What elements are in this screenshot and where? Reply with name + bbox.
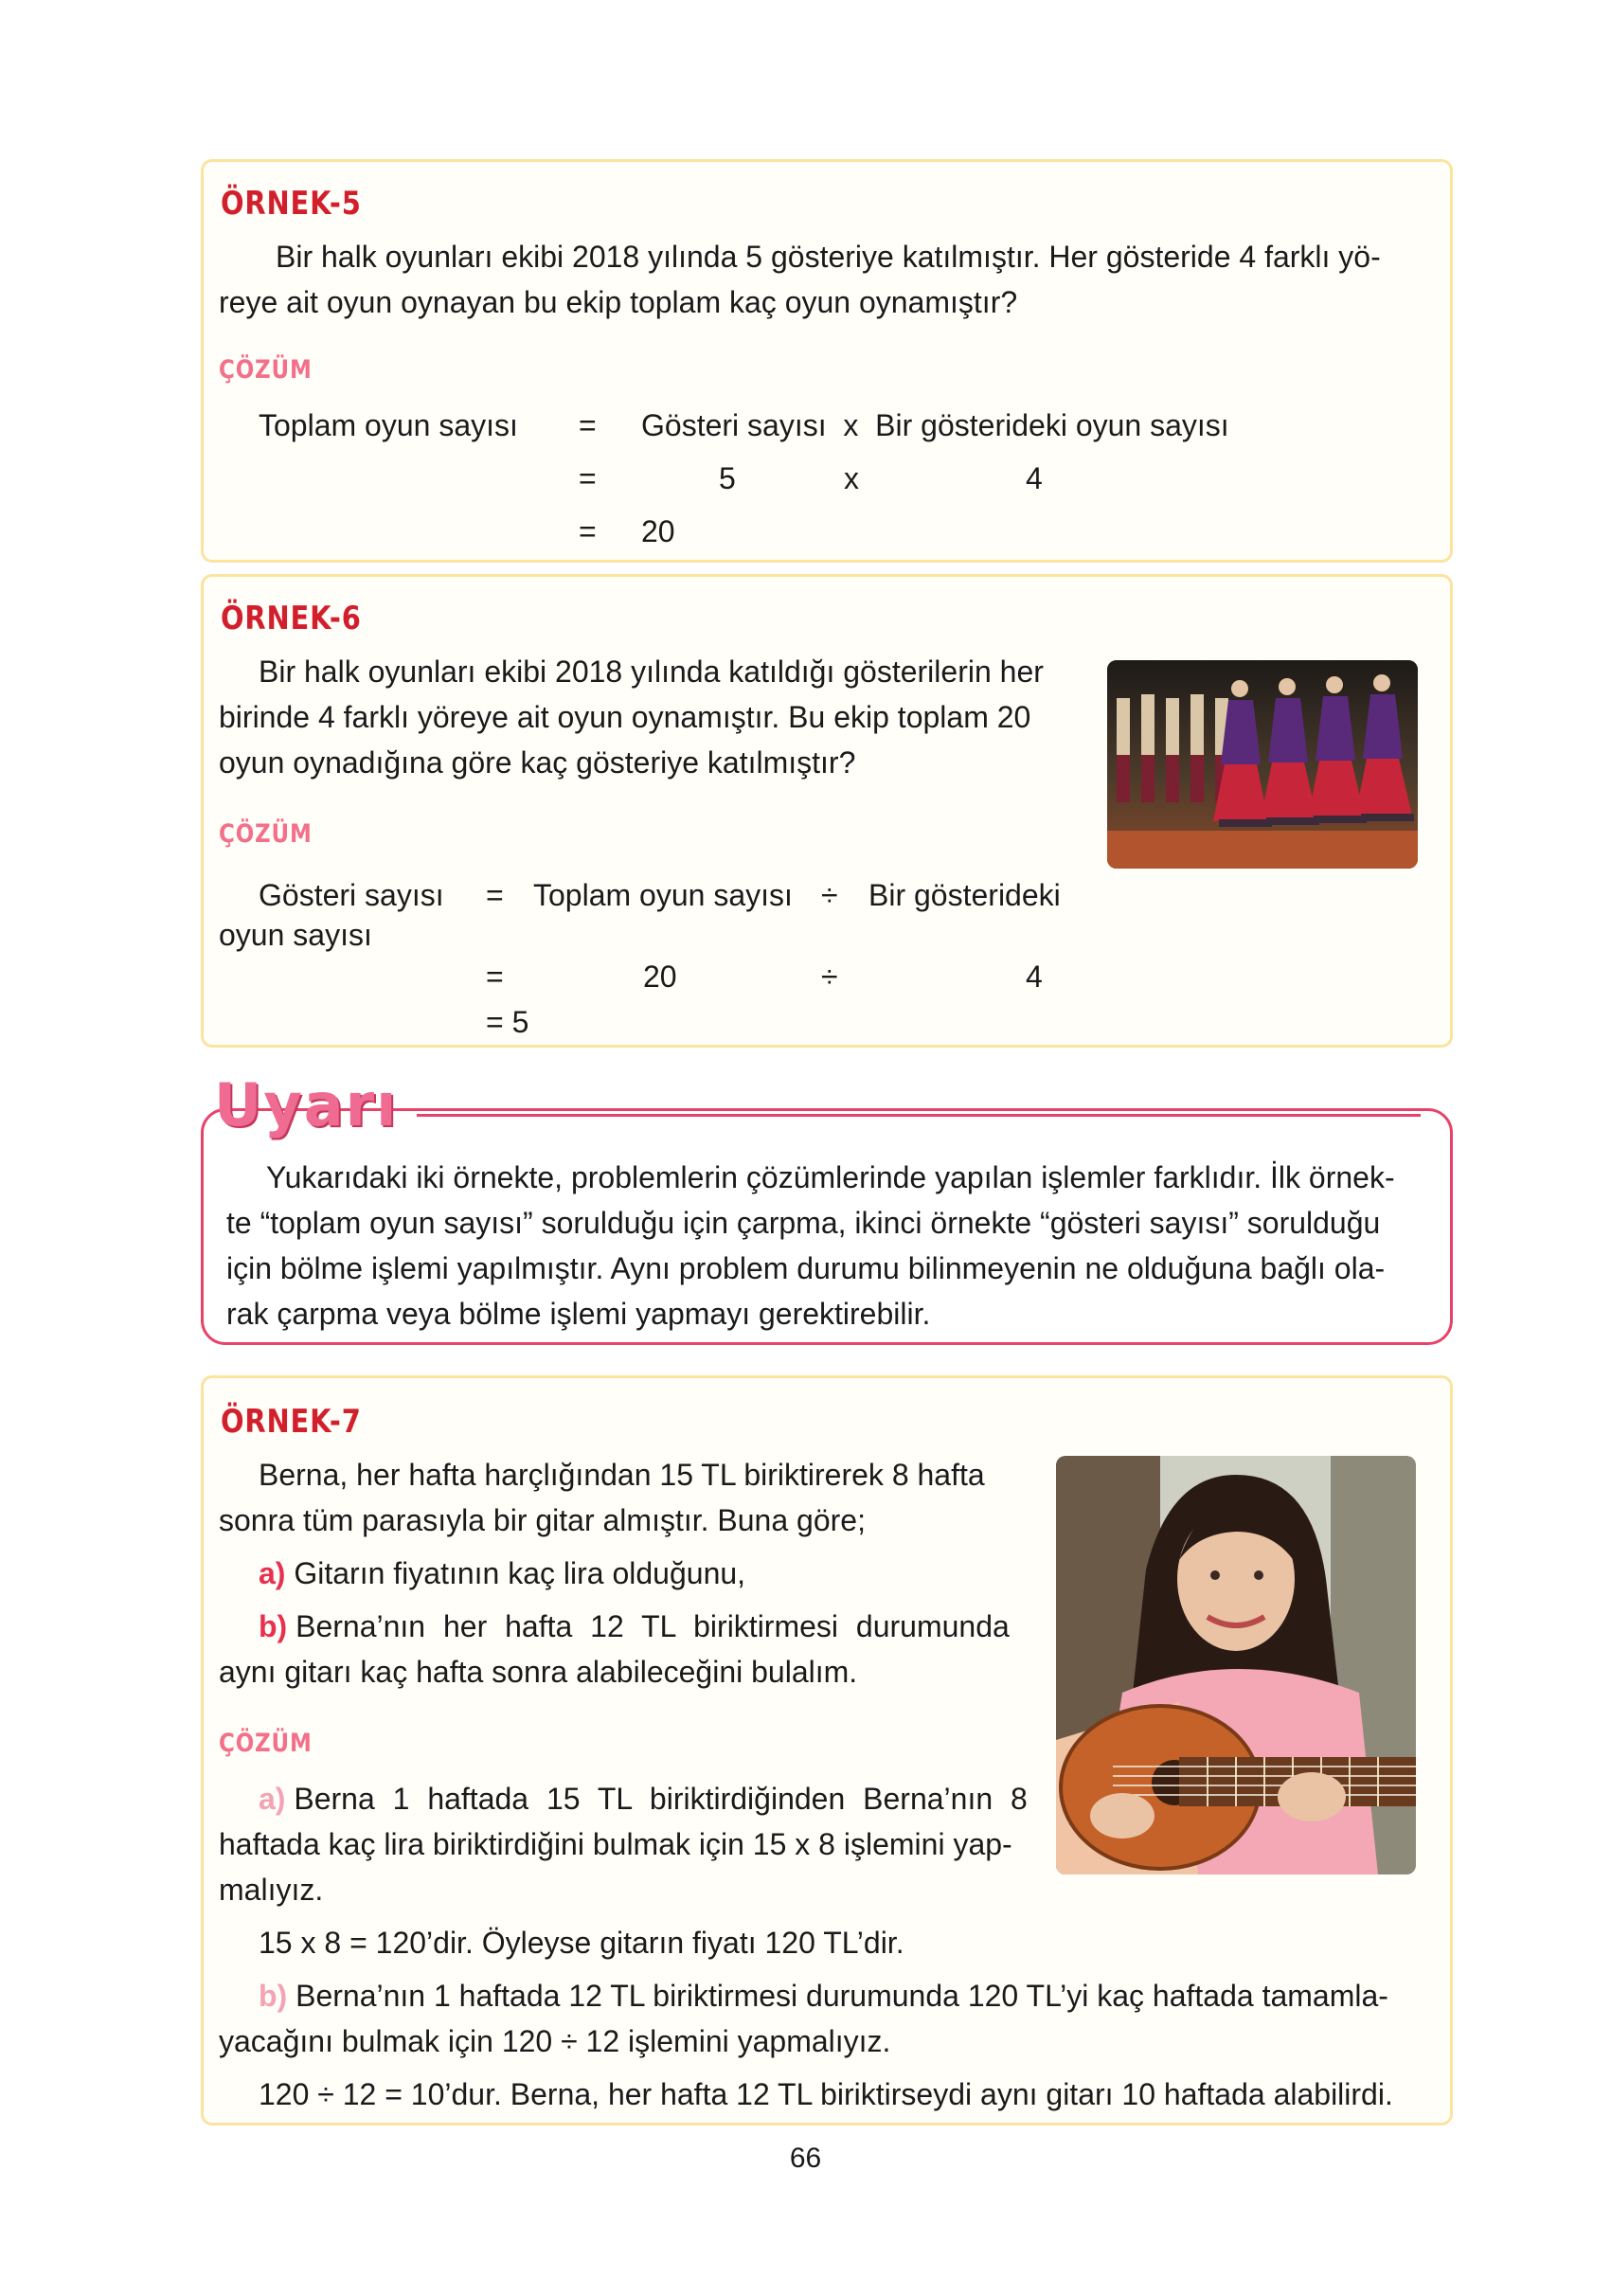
example-7-solution-a-text-2: haftada kaç lira biriktirdiğini bulmak için 15 x 8 işlemini yap- [219, 1827, 1012, 1861]
example-6-eq-rhs-1: Toplam oyun sayısı [533, 878, 793, 912]
example-7-item-b-text: Berna’nın her hafta 12 TL biriktirmesi durumunda [295, 1609, 1010, 1643]
example-5-text-line-2: reye ait oyun oynayan bu ekip toplam kaç oyun oynamıştır? [219, 285, 1018, 319]
example-5-eq-equals-1: = [579, 408, 597, 442]
example-6-eq-four: 4 [1026, 960, 1043, 994]
page-number: 66 [789, 2143, 822, 2174]
example-5-text-line-1: Bir halk oyunları ekibi 2018 yılında 5 gösteriye katılmıştır. Her gösteride 4 farklı yö- [276, 240, 1381, 274]
warning-title-rule [417, 1114, 1421, 1117]
example-5-eq-result: 20 [641, 514, 675, 548]
example-6-solution-label: ÇÖZÜM [219, 819, 313, 849]
example-6-box [201, 574, 1453, 1048]
example-6-text-line-1: Bir halk oyunları ekibi 2018 yılında katıldığı gösterilerin her [259, 655, 1044, 689]
example-7-solution-a [259, 1780, 1028, 1818]
folk-dancers-illustration [1107, 660, 1418, 869]
example-7-item-a [259, 1554, 745, 1592]
warning-box [201, 1108, 1453, 1345]
example-7-item-b-text-2: aynı gitarı kaç hafta sonra alabileceğini bulalım. [219, 1655, 858, 1689]
example-7-title: ÖRNEK-7 [221, 1403, 362, 1441]
example-7-solution-b [259, 1977, 1388, 2015]
example-7-box [201, 1375, 1453, 2126]
example-7-solution-b-text: Berna’nın 1 haftada 12 TL biriktirmesi durumunda 120 TL’yi kaç haftada tamamla- [295, 1979, 1388, 2013]
example-5-eq-lhs: Toplam oyun sayısı [259, 408, 518, 442]
example-5-title: ÖRNEK-5 [221, 185, 362, 223]
example-6-eq-lhs-2: oyun sayısı [219, 918, 372, 952]
example-6-eq-equals-2: = [486, 960, 504, 994]
example-6-eq-equals-1: = [486, 878, 504, 912]
example-7-solution-b-label: b) [259, 1979, 288, 2013]
example-7-item-a-label: a) [259, 1556, 286, 1590]
example-5-box [201, 159, 1453, 563]
girl-with-guitar-photo [1056, 1456, 1416, 1874]
example-7-solution-a-result: 15 x 8 = 120’dir. Öyleyse gitarın fiyatı 120 TL’dir. [259, 1926, 904, 1960]
example-7-solution-label: ÇÖZÜM [219, 1729, 313, 1758]
example-7-solution-a-text-3: malıyız. [219, 1873, 324, 1907]
example-7-item-b-label: b) [259, 1609, 288, 1643]
example-6-text-line-2: birinde 4 farklı yöreye ait oyun oynamıştır. Bu ekip toplam 20 [219, 700, 1031, 734]
example-6-title: ÖRNEK-6 [221, 600, 362, 637]
example-7-solution-a-label: a) [259, 1782, 286, 1816]
example-5-eq-rhs: Gösteri sayısı x Bir gösterideki oyun sayısı [641, 408, 1229, 442]
example-7-text-line-1: Berna, her hafta harçlığından 15 TL biriktirerek 8 hafta [259, 1458, 985, 1492]
example-6-eq-rhs-2: Bir gösterideki [868, 878, 1061, 912]
example-7-solution-a-text: Berna 1 haftada 15 TL biriktirdiğinden Berna’nın 8 [294, 1782, 1028, 1816]
example-6-eq-divide-1: ÷ [821, 878, 838, 912]
girl-with-guitar-illustration [1056, 1456, 1416, 1874]
example-5-eq-four: 4 [1026, 461, 1043, 495]
warning-text-line-1: Yukarıdaki iki örnekte, problemlerin çözümlerinde yapılan işlemler farklıdır. İlk örnek- [266, 1160, 1395, 1194]
example-5-eq-equals-3: = [579, 514, 597, 548]
warning-text-line-2: te “toplam oyun sayısı” sorulduğu için çarpma, ikinci örnekte “gösteri sayısı” sorulduğu [226, 1206, 1381, 1240]
example-6-text-line-3: oyun oynadığına göre kaç gösteriye katılmıştır? [219, 745, 856, 780]
example-7-item-b [259, 1607, 1010, 1645]
example-6-eq-twenty: 20 [643, 960, 677, 994]
example-7-solution-b-result: 120 ÷ 12 = 10’dur. Berna, her hafta 12 TL biriktirseydi aynı gitarı 10 haftada alabilirdi. [259, 2077, 1393, 2111]
example-6-eq-lhs: Gösteri sayısı [259, 878, 444, 912]
example-5-solution-label: ÇÖZÜM [219, 355, 313, 385]
example-7-item-a-text: Gitarın fiyatının kaç lira olduğunu, [294, 1556, 746, 1590]
example-5-eq-equals-2: = [579, 461, 597, 495]
warning-title: Uyarı [214, 1070, 399, 1139]
example-5-eq-times: x [844, 461, 859, 495]
example-7-text-line-2: sonra tüm parasıyla bir gitar almıştır. Buna göre; [219, 1503, 866, 1537]
folk-dancers-photo [1107, 660, 1418, 869]
warning-text-line-4: rak çarpma veya bölme işlemi yapmayı gerektirebilir. [226, 1297, 931, 1331]
example-7-solution-b-text-2: yacağını bulmak için 120 ÷ 12 işlemini yapmalıyız. [219, 2024, 891, 2058]
example-5-eq-five: 5 [719, 461, 736, 495]
example-6-eq-result: = 5 [486, 1005, 529, 1039]
warning-text-line-3: için bölme işlemi yapılmıştır. Aynı problem durumu bilinmeyenin ne olduğuna bağlı ola- [226, 1251, 1386, 1285]
example-6-eq-divide-2: ÷ [821, 960, 838, 994]
